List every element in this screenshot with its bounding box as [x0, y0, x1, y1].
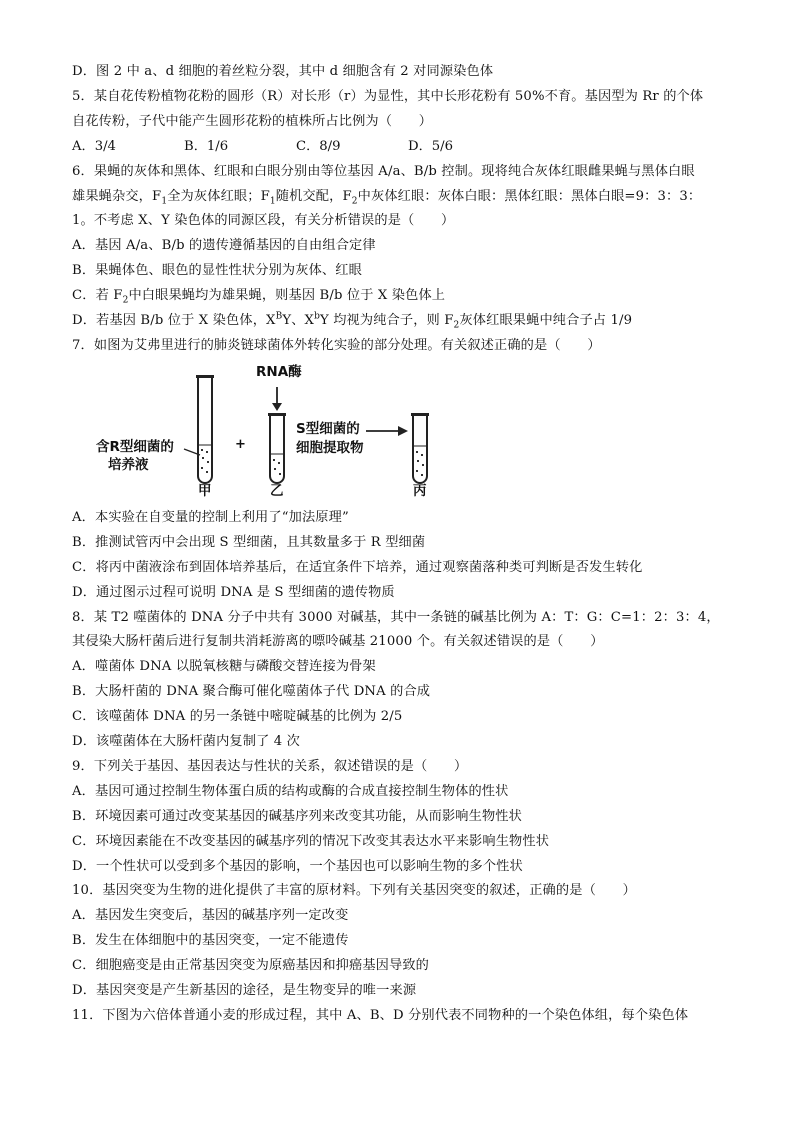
transfer-arrow: [366, 426, 408, 436]
r-culture-label-2: 培养液: [108, 456, 149, 473]
q9-option-d: D．一个性状可以受到多个基因的影响，一个基因也可以影响生物的多个性状: [72, 858, 523, 874]
q5-option-c: C．8/9: [296, 138, 341, 154]
q8-stem-line1: 8．某 T2 噬菌体的 DNA 分子中共有 3000 对碱基，其中一条链的碱基比例为 A：T：G：C=1：2：3：4，: [72, 609, 720, 625]
q9-stem: 9．下列关于基因、基因表达与性状的关系，叙述错误的是（ ）: [72, 758, 468, 774]
q10-option-a: A．基因发生突变后，基因的碱基序列一定改变: [72, 908, 349, 924]
q10-option-c: C．细胞癌变是由正常基因突变为原癌基因和抑癌基因导致的: [72, 958, 430, 974]
plus-sign: +: [235, 436, 246, 452]
tube-label-b: 乙: [270, 482, 284, 499]
q8-option-b: B．大肠杆菌的 DNA 聚合酶可催化噬菌体子代 DNA 的合成: [72, 684, 431, 700]
s-extract-label-2: 细胞提取物: [296, 439, 364, 456]
q8-option-c: C．该噬菌体 DNA 的另一条链中嘧啶碱基的比例为 2/5: [72, 709, 403, 725]
s-extract-label-1: S型细菌的: [296, 420, 360, 437]
q7-stem: 7．如图为艾弗里进行的肺炎链球菌体外转化实验的部分处理。有关叙述正确的是（ ）: [72, 337, 601, 353]
q6-stem-line2: 雄果蝇杂交，$F_1$全为灰体红眼；$F_1$随机交配，$F_2$中灰体红眼：灰体白眼：黑体红眼：黑体白眼=9：3：3：: [72, 188, 702, 207]
q9-option-c: C．环境因素能在不改变基因的碱基序列的情况下改变其表达水平来影响生物性状: [72, 833, 550, 849]
q10-option-d: D．基因突变是产生新基因的途径，是生物变异的唯一来源: [72, 983, 417, 999]
q6-option-b: B．果蝇体色、眼色的显性性状分别为灰体、红眼: [72, 263, 362, 279]
q6-stem-line3: 1。不考虑 X、Y 染色体的同源区段，有关分析错误的是（ ）: [72, 213, 455, 229]
exam-page: [72, 60, 722, 1029]
q7-option-a: A．本实验在自变量的控制上利用了“加法原理”: [72, 509, 349, 525]
q5-stem-line1: 5．某自花传粉植物花粉的圆形（R）对长形（r）为显性，其中长形花粉有 50%不育。基因型为 Rr 的个体: [72, 88, 704, 104]
q8-option-d: D．该噬菌体在大肠杆菌内复制了 4 次: [72, 734, 301, 750]
q5-option-a: A．3/4: [72, 138, 116, 154]
q11-stem: 11．下图为六倍体普通小麦的形成过程，其中 A、B、D 分别代表不同物种的一个染色体组，每个染色体: [72, 1008, 689, 1023]
q9-option-b: B．环境因素可通过改变某基因的碱基序列来改变其功能，从而影响生物性状: [72, 808, 522, 824]
test-tube-c: [411, 413, 429, 483]
q6-option-c: C．若 $F_2$中白眼果蝇均为雄果蝇，则基因 B/b 位于 X 染色体上: [72, 288, 446, 306]
q9-option-a: A．基因可通过控制生物体蛋白质的结构或酶的合成直接控制生物体的性状: [72, 783, 509, 799]
q5-option-d: D．5/6: [408, 138, 453, 154]
q7-option-c: C．将丙中菌液涂布到固体培养基后，在适宜条件下培养，通过观察菌落种类可判断是否发生转化: [72, 559, 643, 575]
q5-option-b: B．1/6: [184, 138, 229, 154]
q5-options: [72, 135, 722, 160]
q8-stem-line2: 其侵染大肠杆菌后进行复制共消耗游离的嘌呤碱基 21000 个。有关叙述错误的是（ ）: [72, 634, 604, 650]
tube-label-c: 丙: [413, 482, 427, 499]
q10-stem: 10．基因突变为生物的进化提供了丰富的原材料。下列有关基因突变的叙述，正确的是（ ）: [72, 883, 636, 899]
test-tube-a: [196, 375, 214, 483]
q7-figure: [80, 361, 500, 504]
r-culture-label-1: 含R型细菌的: [96, 438, 174, 455]
q4-option-d: D．图 2 中 a、d 细胞的着丝粒分裂，其中 d 细胞含有 2 对同源染色体: [72, 64, 494, 79]
enzyme-arrow: [272, 387, 282, 411]
tube-label-a: 甲: [198, 482, 212, 499]
test-tube-b: [268, 413, 286, 483]
q8-option-a: A．噬菌体 DNA 以脱氧核糖与磷酸交替连接为骨架: [72, 659, 376, 675]
q10-option-b: B．发生在体细胞中的基因突变，一定不能遗传: [72, 933, 349, 949]
q6-option-a: A．基因 A/a、B/b 的遗传遵循基因的自由组合定律: [72, 238, 376, 254]
q7-option-d: D．通过图示过程可说明 DNA 是 S 型细菌的遗传物质: [72, 584, 395, 600]
rna-enzyme-label: RNA酶: [256, 363, 302, 380]
experiment-diagram: [80, 361, 500, 504]
q6-option-d: D．若基因 B/b 位于 X 染色体，$X^BY$、$X^bY$ 均视为纯合子，则 $F_2$灰体红眼果蝇中纯合子占 1/9: [72, 311, 633, 331]
q6-stem-line1: 6．果蝇的灰体和黑体、红眼和白眼分别由等位基因 A/a、B/b 控制。现将纯合灰体红眼雌果蝇与黑体白眼: [72, 163, 695, 179]
q7-option-b: B．推测试管丙中会出现 S 型细菌，且其数量多于 R 型细菌: [72, 534, 426, 550]
q5-stem-line2: 自花传粉，子代中能产生圆形花粉的植株所占比例为（ ）: [72, 113, 433, 129]
